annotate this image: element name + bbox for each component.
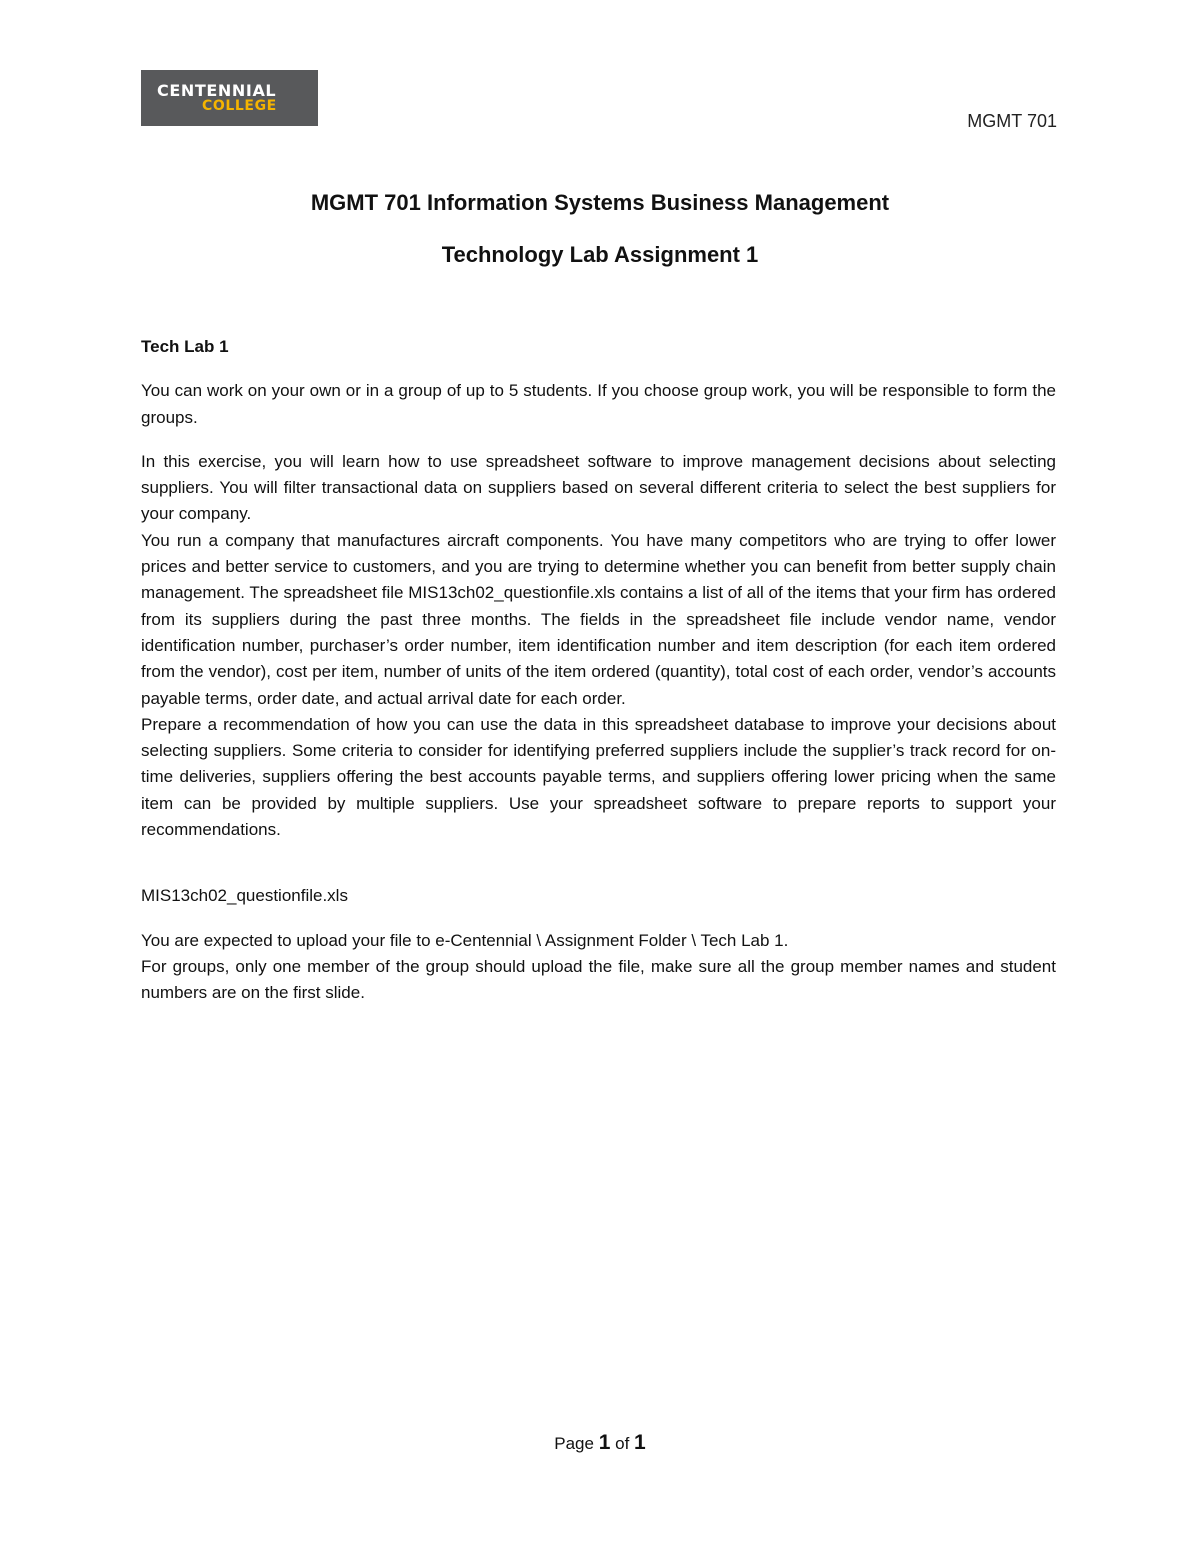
footer-page-number: 1 <box>598 1431 611 1454</box>
centennial-college-logo <box>141 70 318 126</box>
document-title: MGMT 701 Information Systems Business Management <box>310 190 890 215</box>
paragraph-exercise-intro: In this exercise, you will learn how to use spreadsheet software to improve management decisions about selecting suppliers. You will filter transactional data on suppliers based on several different criteria to select the best suppliers for your company. <box>141 451 1056 524</box>
document-subtitle: Technology Lab Assignment 1 <box>441 242 759 267</box>
document-body <box>141 334 1056 1007</box>
page-footer <box>0 1431 1200 1455</box>
paragraph-upload-instructions: You are expected to upload your file to e-Centennial \ Assignment Folder \ Tech Lab 1. <box>141 930 789 950</box>
paragraph-recommendation: Prepare a recommendation of how you can use the data in this spreadsheet database to improve your decisions about selecting suppliers. Some criteria to consider for identifying preferred suppliers include the supplier’s track record for on-time deliveries, suppliers offering the best accounts payable terms, and suppliers offering lower pricing when the same item can be provided by multiple suppliers. Use your spreadsheet software to prepare reports to support your recommendations. <box>141 714 1056 840</box>
paragraph-group-upload: For groups, only one member of the group should upload the file, make sure all the group member names and student numbers are on the first slide. <box>141 956 1056 1003</box>
paragraph-group-work: You can work on your own or in a group of up to 5 students. If you choose group work, you will be responsible to form the groups. <box>141 381 1056 427</box>
file-name: MIS13ch02_questionfile.xls <box>141 886 348 906</box>
footer-of-label: of <box>615 1434 630 1453</box>
section-heading: Tech Lab 1 <box>141 337 229 356</box>
logo-line-1: CENTENNIAL <box>157 81 277 100</box>
footer-page-label: Page <box>554 1434 594 1453</box>
footer-page-total: 1 <box>634 1431 646 1454</box>
header-course-code: MGMT 701 <box>967 111 1057 131</box>
paragraph-company-scenario: You run a company that manufactures aircraft components. You have many competitors who are trying to offer lower prices and better service to customers, and you are trying to determine whether you can benefit from better supply chain management. The spreadsheet file MIS13ch02_questionfile.xls contains a list of all of the items that your firm has ordered from its suppliers during the past three months. The fields in the spreadsheet file include vendor name, vendor identification number, purchaser’s order number, item identification number and item description (for each item ordered from the vendor), cost per item, number of units of the item ordered (quantity), total cost of each order, vendor’s accounts payable terms, order date, and actual arrival date for each order. <box>141 530 1056 708</box>
logo-line-2: COLLEGE <box>202 98 277 114</box>
